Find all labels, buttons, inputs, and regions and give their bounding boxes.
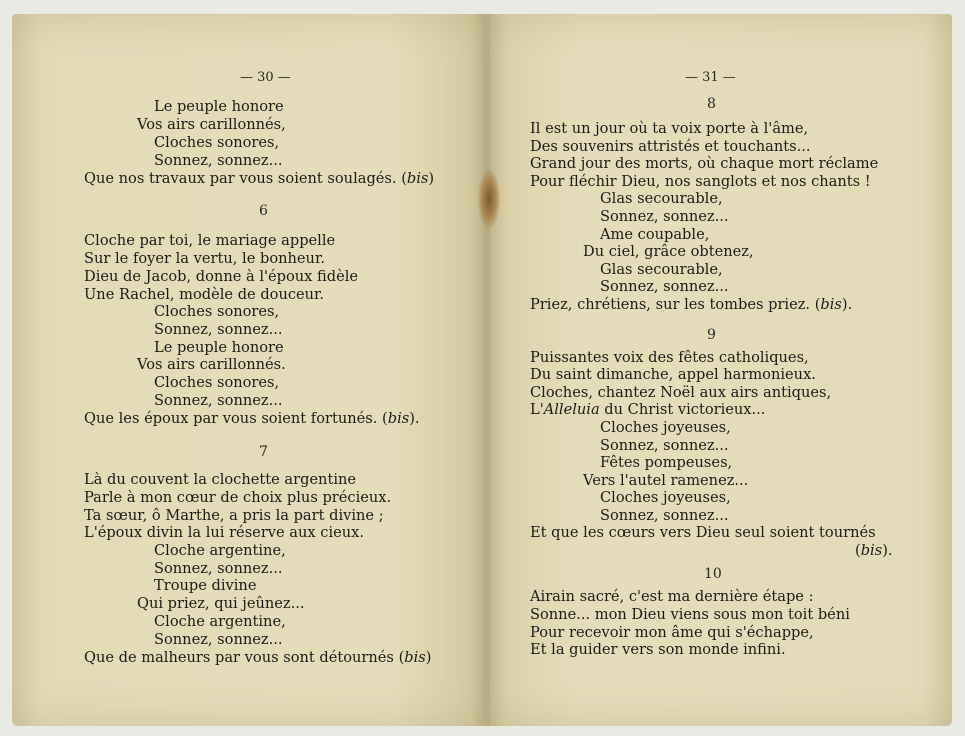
verse-line: Vos airs carillonnés. xyxy=(137,356,286,373)
stanza-number-10: 10 xyxy=(704,566,722,582)
verse-line: Sonnez, sonnez... xyxy=(600,437,729,454)
verse-line: Sur le foyer la vertu, le bonheur. xyxy=(84,250,325,267)
verse-line: Puissantes voix des fêtes catholiques, xyxy=(530,349,809,366)
verse-line: Dieu de Jacob, donne à l'époux fidèle xyxy=(84,268,359,285)
verse-line: Cloches joyeuses, xyxy=(600,419,731,436)
verse-line: (bis). xyxy=(855,542,893,559)
verse-line: Une Rachel, modèle de douceur. xyxy=(84,286,325,303)
verse-line: Glas secourable, xyxy=(600,261,723,278)
verse-line: Sonnez, sonnez... xyxy=(600,278,729,295)
stanza-number-9: 9 xyxy=(707,327,716,343)
verse-line: Cloches sonores, xyxy=(154,374,280,391)
verse-line: Cloche argentine, xyxy=(154,542,286,559)
verse-line: Vers l'autel ramenez... xyxy=(583,472,749,489)
verse-line: Du ciel, grâce obtenez, xyxy=(583,243,754,260)
verse-line: Qui priez, qui jeûnez... xyxy=(137,595,305,612)
verse-line: Cloche argentine, xyxy=(154,613,286,630)
verse-line: Cloches sonores, xyxy=(154,303,280,320)
verse-line: Ame coupable, xyxy=(600,226,710,243)
verse-line: Cloches joyeuses, xyxy=(600,489,731,506)
book-gutter xyxy=(484,14,490,726)
verse-line: Cloches, chantez Noël aux airs antiques, xyxy=(530,384,832,401)
verse-line: Le peuple honore xyxy=(154,98,284,115)
stanza-number-7: 7 xyxy=(259,444,268,460)
verse-line: Des souvenirs attristés et touchants... xyxy=(530,138,811,155)
stanza-number-8: 8 xyxy=(707,96,716,112)
verse-line: Sonnez, sonnez... xyxy=(154,392,283,409)
verse-line: Sonnez, sonnez... xyxy=(154,631,283,648)
verse-line: Parle à mon cœur de choix plus précieux. xyxy=(84,489,392,506)
verse-line: Sonnez, sonnez... xyxy=(154,321,283,338)
verse-line: L'époux divin la lui réserve aux cieux. xyxy=(84,524,365,541)
verse-line: Priez, chrétiens, sur les tombes priez. (bis). xyxy=(530,296,853,313)
verse-line: Sonne... mon Dieu viens sous mon toit béni xyxy=(530,606,850,623)
verse-line: Grand jour des morts, où chaque mort réclame xyxy=(530,155,879,172)
verse-line: Que nos travaux par vous soient soulagés. (bis) xyxy=(84,170,435,187)
verse-line: Sonnez, sonnez... xyxy=(600,208,729,225)
verse-line: Sonnez, sonnez... xyxy=(154,560,283,577)
verse-line: Et la guider vers son monde infini. xyxy=(530,641,786,658)
page-number-left: — 30 — xyxy=(240,70,291,85)
verse-line: Airain sacré, c'est ma dernière étape : xyxy=(530,588,814,605)
stanza-number-6: 6 xyxy=(259,203,268,219)
verse-line: Le peuple honore xyxy=(154,339,284,356)
verse-line: Glas secourable, xyxy=(600,190,723,207)
verse-line: Pour recevoir mon âme qui s'échappe, xyxy=(530,624,814,641)
verse-line: Sonnez, sonnez... xyxy=(154,152,283,169)
verse-line: Vos airs carillonnés, xyxy=(137,116,286,133)
verse-line: Ta sœur, ô Marthe, a pris la part divine ; xyxy=(84,507,384,524)
verse-line: Que de malheurs par vous sont détournés (bis) xyxy=(84,649,432,666)
verse-line: L'Alleluia du Christ victorieux... xyxy=(530,401,766,418)
verse-line: Pour fléchir Dieu, nos sanglots et nos chants ! xyxy=(530,173,871,190)
verse-line: Cloche par toi, le mariage appelle xyxy=(84,232,336,249)
binding-stain xyxy=(478,169,500,229)
page-number-right: — 31 — xyxy=(685,70,736,85)
verse-line: Cloches sonores, xyxy=(154,134,280,151)
verse-line: Et que les cœurs vers Dieu seul soient tournés xyxy=(530,524,876,541)
verse-line: Troupe divine xyxy=(154,577,257,594)
verse-line: Fêtes pompeuses, xyxy=(600,454,733,471)
verse-line: Il est un jour où ta voix porte à l'âme, xyxy=(530,120,809,137)
verse-line: Sonnez, sonnez... xyxy=(600,507,729,524)
verse-line: Que les époux par vous soient fortunés. (bis). xyxy=(84,410,420,427)
verse-line: Là du couvent la clochette argentine xyxy=(84,471,357,488)
verse-line: Du saint dimanche, appel harmonieux. xyxy=(530,366,816,383)
